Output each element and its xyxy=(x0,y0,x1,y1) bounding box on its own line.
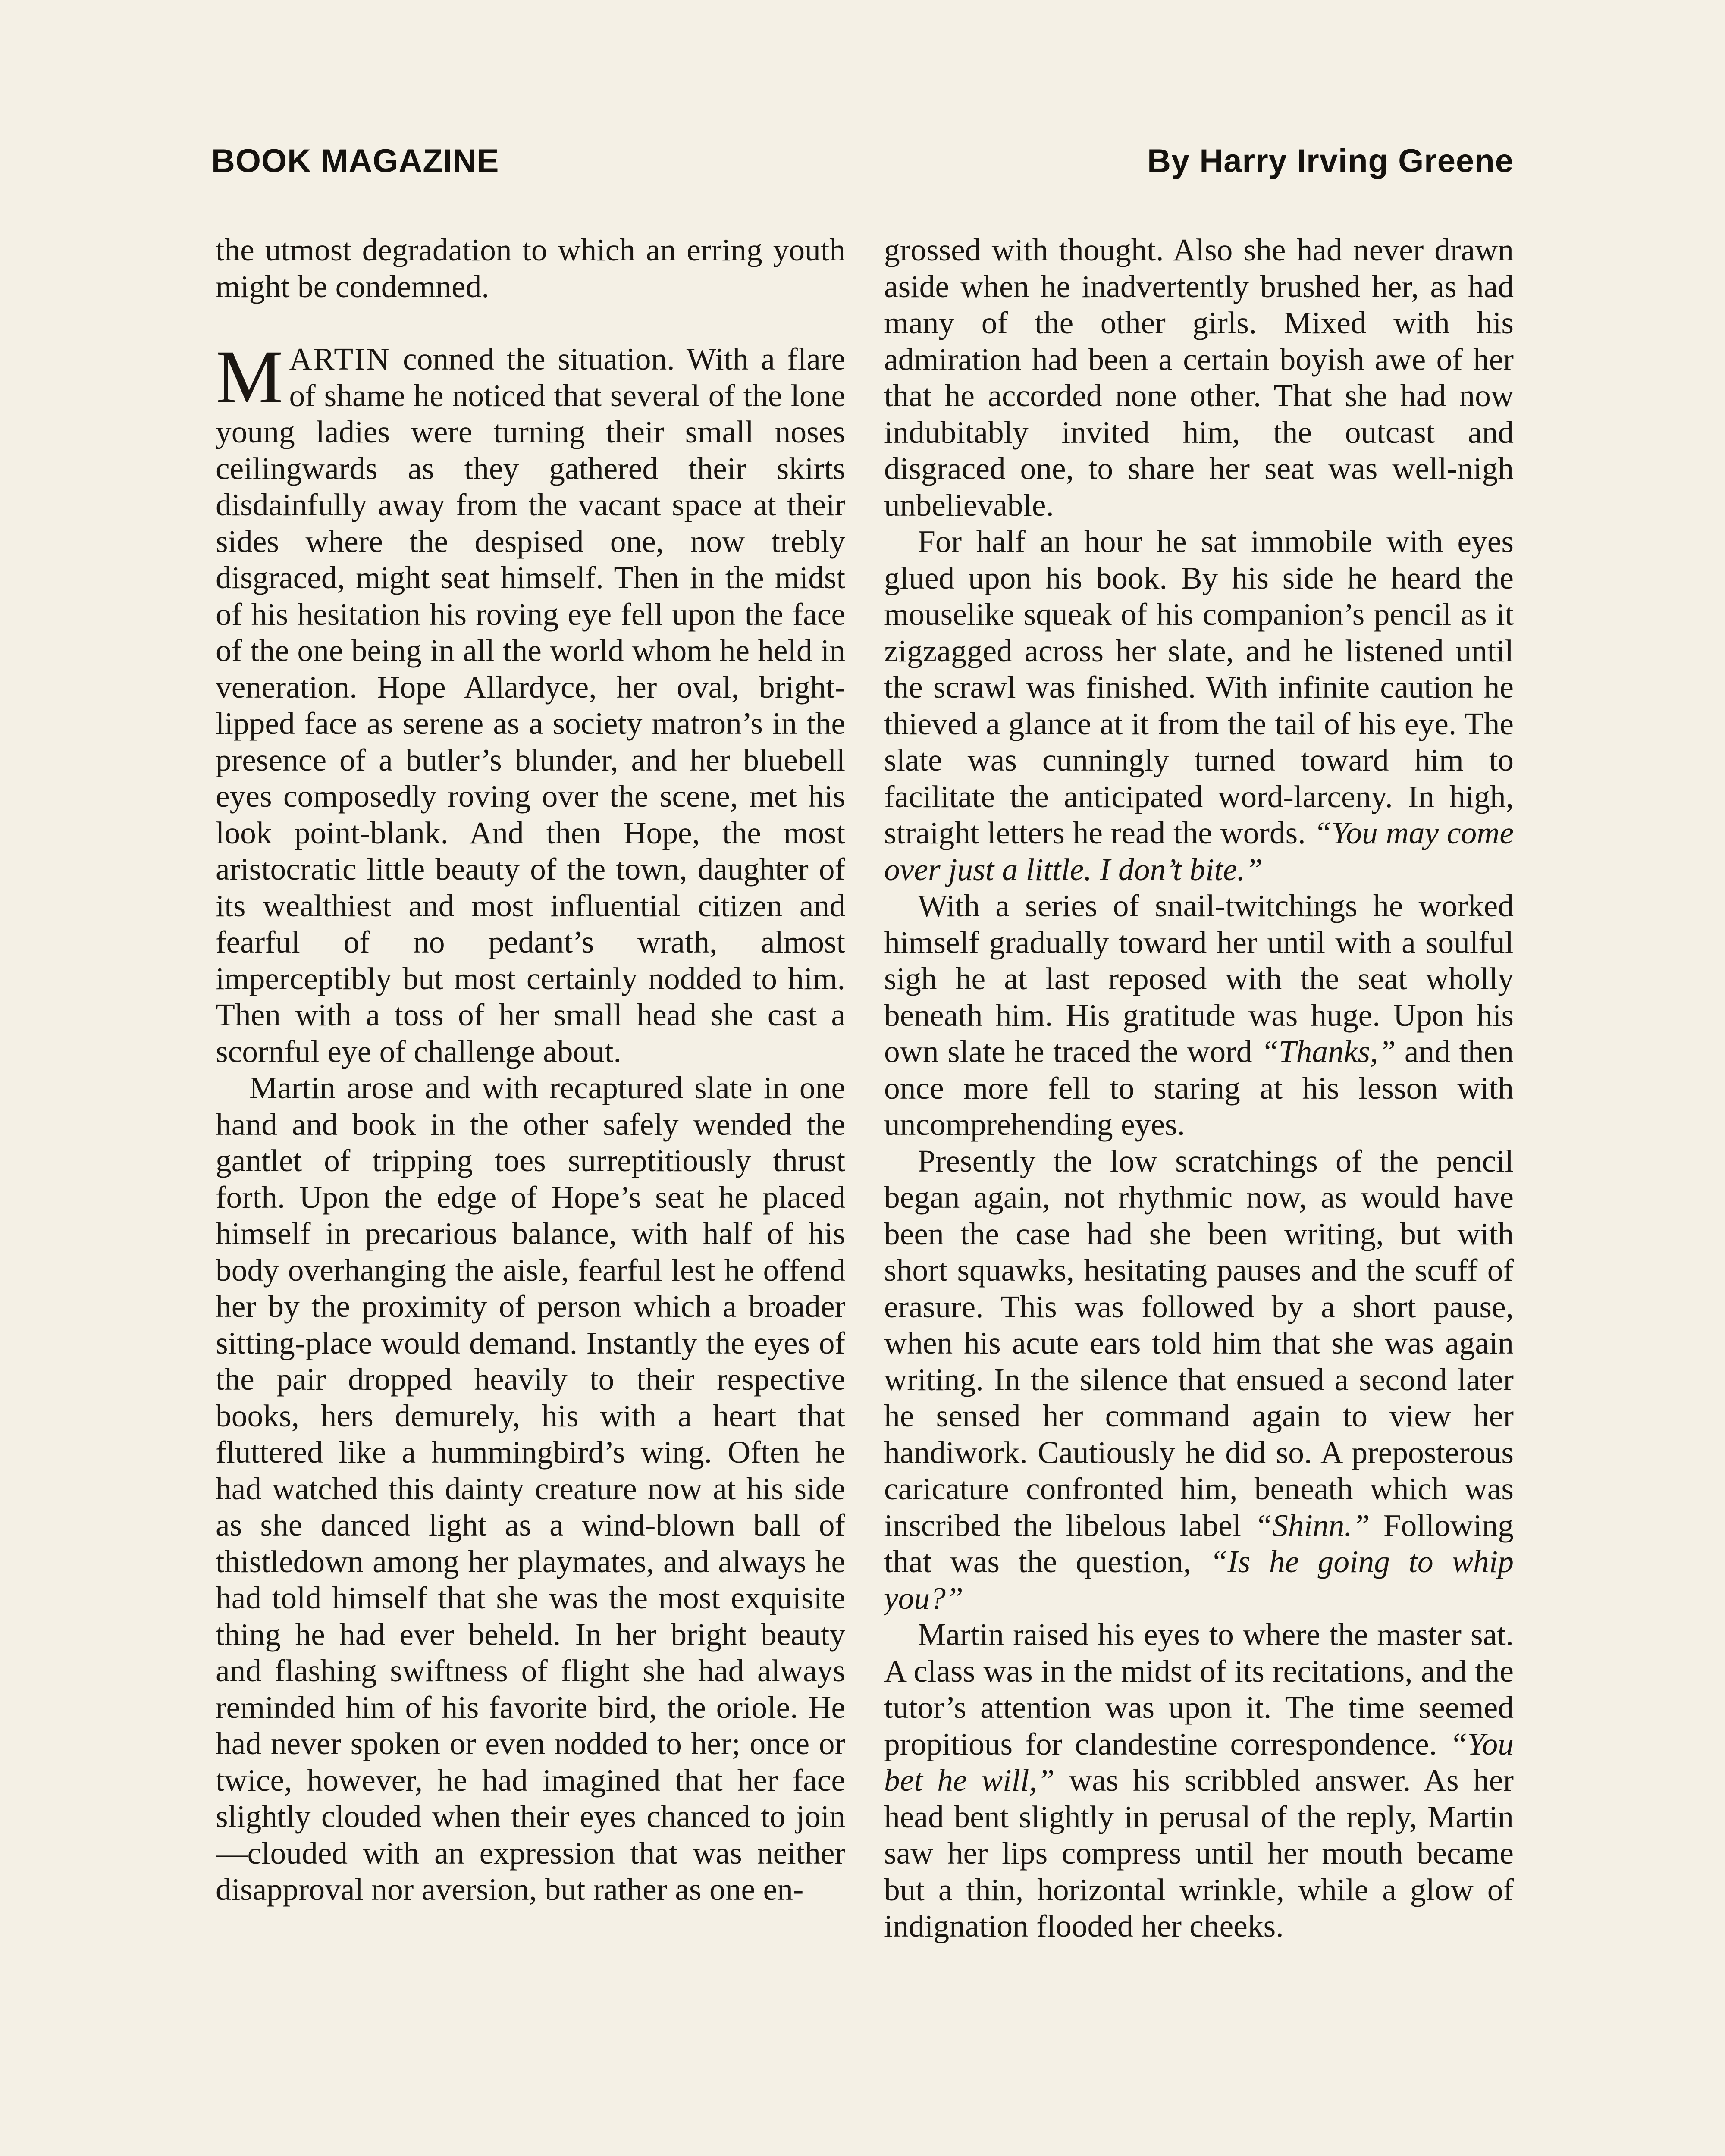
right-column xyxy=(884,232,1514,2156)
paragraph-text: and then once more fell to staring at his lesson with uncomprehending eyes. xyxy=(884,1034,1514,1142)
paragraph: grossed with thought. Also she had never drawn aside when he inadvertently brushed her, as had many of the other girls. Mixed with his admiration had been a certain boyish awe of her that he accorded none other. That she had now indubitably invited him, the outcast and disgraced one, to share her seat was well-nigh unbelievable. xyxy=(884,232,1514,523)
italic-quote: “You may come over just a little. I don’t bite.” xyxy=(884,815,1514,887)
paragraph-text: For half an hour he sat immobile with eyes glued upon his book. By his side he heard the mouselike squeak of his companion’s pencil as it zigzagged across her slate, and he listened until the scrawl was finished. With infinite caution he thieved a glance at it from the tail of his eye. The slate was cunningly turned toward him to facilitate the anticipated word-larceny. In high, straight letters he read the words. xyxy=(884,524,1514,850)
paragraph-text: was his scribbled answer. As her head bent slightly in perusal of the reply, Martin saw her lips compress until her mouth became but a thin, horizontal wrinkle, while a glow of indignation flooded her cheeks. xyxy=(884,1763,1514,1943)
paragraph-text: With a series of snail-twitchings he worked himself gradually toward her until with a soulful sigh he at last reposed with the seat wholly beneath him. His gratitude was huge. Upon his own slate he traced the word xyxy=(884,888,1514,1069)
running-header xyxy=(211,142,1514,194)
paragraph: Martin arose and with recaptured slate in one hand and book in the other safely wended the gantlet of tripping toes surreptitiously thrust forth. Upon the edge of Hope’s seat he placed himself in precarious balance, with half of his body overhanging the aisle, fearful lest he offend her by the proximity of person which a broader sitting-place would demand. Instantly the eyes of the pair dropped heavily to their respective books, hers demurely, his with a heart that fluttered like a hummingbird’s wing. Often he had watched this dainty creature now at his side as she danced light as a wind-blown ball of thistledown among her playmates, and always he had told himself that she was the most exquisite thing he had ever beheld. In her bright beauty and flashing swiftness of flight she had always reminded him of his favorite bird, the oriole. He had never spoken or even nodded to her; once or twice, however, he had imagined that her face slightly clouded when their eyes chanced to join—clouded with an expression that was neither disapproval nor aversion, but rather as one en- xyxy=(216,1070,845,1907)
author-byline: By Harry Irving Greene xyxy=(1147,143,1514,179)
paragraph xyxy=(884,888,1514,1143)
italic-quote: “You bet he will,” xyxy=(884,1726,1514,1798)
paragraph-text: conned the situation. With a flare of shame he noticed that several of the lone young ladies were turning their small noses ceilingwards as they gathered their skirts disdainfully away from the vacant space at their sides where the despised one, now trebly disgraced, might seat himself. Then in the midst of his hesitation his roving eye fell upon the face of the one being in all the world whom he held in veneration. Hope Allardyce, her oval, bright-lipped face as serene as a society matron’s in the presence of a butler’s blunder, and her bluebell eyes composedly roving over the scene, met his look point-blank. And then Hope, the most aristocratic little beauty of the town, daughter of its wealthiest and most influential citizen and fearful of no pedant’s wrath, almost imperceptibly but most certainly nodded to him. Then with a toss of her small head she cast a scornful eye of challenge about. xyxy=(216,342,845,1069)
paragraph: the utmost degradation to which an erring youth might be condemned. xyxy=(216,232,845,304)
paragraph xyxy=(884,1617,1514,1945)
opening-word: ARTIN xyxy=(289,342,391,376)
paragraph xyxy=(884,1143,1514,1617)
paragraph-with-dropcap xyxy=(216,335,845,1070)
drop-cap: M xyxy=(216,335,283,419)
paragraph xyxy=(884,523,1514,888)
paragraph-text: Martin raised his eyes to where the master sat. A class was in the midst of its recitations, and the tutor’s attention was upon it. The time seemed propitious for clandestine correspondence. xyxy=(884,1617,1514,1761)
left-column xyxy=(216,232,845,2156)
paragraph-text: Presently the low scratchings of the pencil began again, not rhythmic now, as would have been the case had she been writing, but with short squawks, hesitating pauses and the scuff of erasure. This was followed by a short pause, when his acute ears told him that she was again writing. In the silence that ensued a second later he sensed her command again to view her handiwork. Cautiously he did so. A preposterous caricature confronted him, beneath which was inscribed the libelous label xyxy=(884,1143,1514,1543)
italic-quote: “Thanks,” xyxy=(1261,1034,1396,1069)
italic-quote: “Shinn.” xyxy=(1255,1507,1370,1543)
text-columns xyxy=(216,232,1514,2156)
italic-quote: “Is he going to whip you?” xyxy=(884,1544,1514,1616)
magazine-title: BOOK MAGAZINE xyxy=(211,143,499,179)
paragraph-text: Following that was the question, xyxy=(884,1507,1514,1579)
